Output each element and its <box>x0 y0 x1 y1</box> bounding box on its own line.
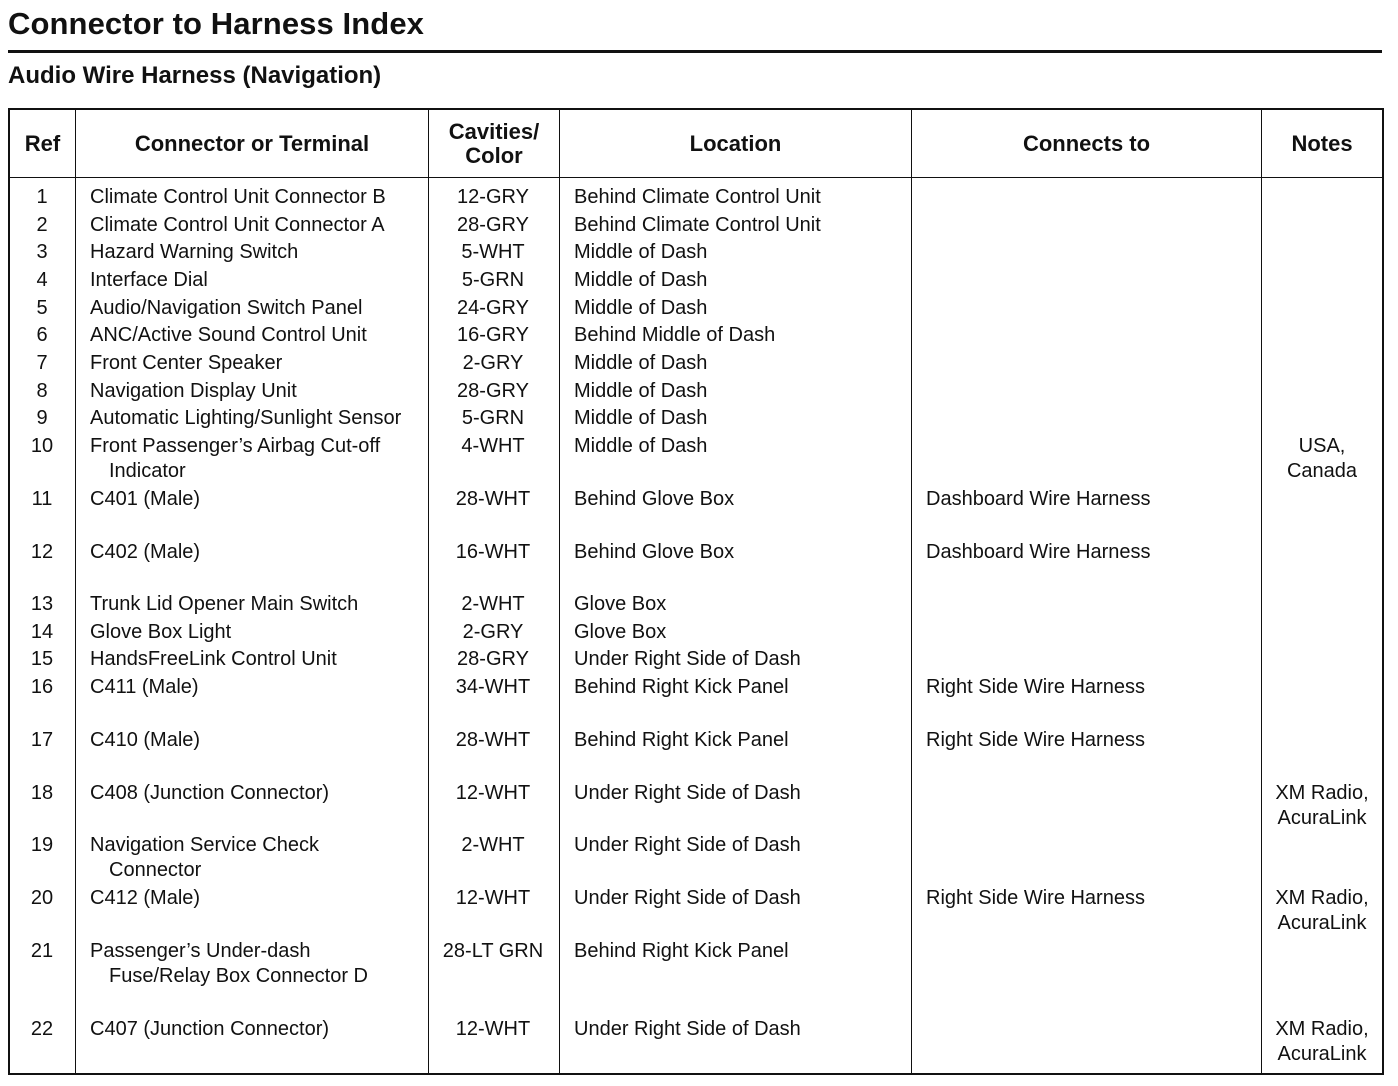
ref-cell: 18 <box>30 782 54 804</box>
cavities-cell: 28-GRY <box>457 380 529 402</box>
connector-cell: Interface Dial <box>90 269 208 291</box>
header-location: Location <box>689 130 782 156</box>
connector-cell: Passenger’s Under-dash Fuse/Relay Box Connector D <box>90 940 369 987</box>
ref-cell: 1 <box>36 186 48 208</box>
ref-cell: 20 <box>30 887 54 909</box>
header-divider <box>10 177 1382 178</box>
cavities-cell: 28-GRY <box>457 214 529 236</box>
connector-cell: HandsFreeLink Control Unit <box>90 648 337 670</box>
location-cell: Under Right Side of Dash <box>574 1018 801 1040</box>
connector-cell: Automatic Lighting/Sunlight Sensor <box>90 407 402 429</box>
connects-to-cell: Dashboard Wire Harness <box>926 488 1151 510</box>
cavities-cell: 2-GRY <box>462 621 524 643</box>
notes-cell: USA, Canada <box>1286 435 1358 482</box>
cavities-cell: 12-WHT <box>455 887 531 909</box>
notes-cell: XM Radio, AcuraLink <box>1275 1018 1369 1065</box>
ref-cell: 13 <box>30 593 54 615</box>
cavities-cell: 5-GRN <box>461 269 525 291</box>
ref-cell: 22 <box>30 1018 54 1040</box>
ref-cell: 9 <box>36 407 48 429</box>
ref-cell: 19 <box>30 834 54 856</box>
location-cell: Middle of Dash <box>574 407 708 429</box>
cavities-cell: 28-WHT <box>455 488 531 510</box>
ref-cell: 16 <box>30 676 54 698</box>
connector-cell: Glove Box Light <box>90 621 232 643</box>
connector-cell: C408 (Junction Connector) <box>90 782 330 804</box>
location-cell: Under Right Side of Dash <box>574 782 801 804</box>
ref-cell: 5 <box>36 297 48 319</box>
title-divider <box>8 50 1382 53</box>
header-cavities: Cavities/ Color <box>448 118 540 168</box>
cavities-cell: 2-WHT <box>461 834 525 856</box>
ref-cell: 4 <box>36 269 48 291</box>
location-cell: Glove Box <box>574 621 667 643</box>
ref-cell: 21 <box>30 940 54 962</box>
ref-cell: 17 <box>30 729 54 751</box>
ref-cell: 14 <box>30 621 54 643</box>
connector-cell: ANC/Active Sound Control Unit <box>90 324 367 346</box>
connector-cell: Trunk Lid Opener Main Switch <box>90 593 359 615</box>
cavities-cell: 28-GRY <box>457 648 529 670</box>
cavities-cell: 28-LT GRN <box>442 940 544 962</box>
cavities-cell: 16-GRY <box>457 324 529 346</box>
location-cell: Middle of Dash <box>574 241 708 263</box>
connector-cell: Climate Control Unit Connector B <box>90 186 386 208</box>
connector-cell: C410 (Male) <box>90 729 201 751</box>
connector-cell: Hazard Warning Switch <box>90 241 299 263</box>
cavities-cell: 5-GRN <box>461 407 525 429</box>
cavities-cell: 2-GRY <box>462 352 524 374</box>
cavities-cell: 4-WHT <box>461 435 525 457</box>
ref-cell: 11 <box>31 488 53 510</box>
location-cell: Middle of Dash <box>574 352 708 374</box>
cavities-cell: 12-WHT <box>455 782 531 804</box>
connector-cell: Navigation Display Unit <box>90 380 297 402</box>
location-cell: Behind Right Kick Panel <box>574 676 789 698</box>
connector-cell: C411 (Male) <box>90 676 199 698</box>
ref-cell: 3 <box>36 241 48 263</box>
connects-to-cell: Right Side Wire Harness <box>926 676 1145 698</box>
cavities-cell: 28-WHT <box>455 729 531 751</box>
ref-cell: 2 <box>36 214 48 236</box>
notes-cell: XM Radio, AcuraLink <box>1275 887 1369 934</box>
connects-to-cell: Dashboard Wire Harness <box>926 541 1151 563</box>
cavities-cell: 16-WHT <box>455 541 531 563</box>
column-divider <box>75 110 76 1073</box>
header-connects-to: Connects to <box>1022 130 1151 156</box>
ref-cell: 12 <box>30 541 54 563</box>
ref-cell: 6 <box>36 324 48 346</box>
cavities-cell: 2-WHT <box>461 593 525 615</box>
connector-cell: Navigation Service Check Connector <box>90 834 319 881</box>
page-title: Connector to Harness Index <box>8 6 425 41</box>
header-connector: Connector or Terminal <box>134 130 370 156</box>
location-cell: Middle of Dash <box>574 380 708 402</box>
location-cell: Behind Climate Control Unit <box>574 186 821 208</box>
connector-cell: Front Center Speaker <box>90 352 283 374</box>
location-cell: Middle of Dash <box>574 269 708 291</box>
connector-cell: C402 (Male) <box>90 541 201 563</box>
connector-cell: Climate Control Unit Connector A <box>90 214 385 236</box>
ref-cell: 10 <box>30 435 54 457</box>
location-cell: Under Right Side of Dash <box>574 887 801 909</box>
section-title: Audio Wire Harness (Navigation) <box>8 62 382 89</box>
location-cell: Behind Middle of Dash <box>574 324 776 346</box>
location-cell: Middle of Dash <box>574 435 708 457</box>
cavities-cell: 34-WHT <box>455 676 531 698</box>
connects-to-cell: Right Side Wire Harness <box>926 887 1145 909</box>
location-cell: Glove Box <box>574 593 667 615</box>
location-cell: Behind Glove Box <box>574 488 735 510</box>
connector-cell: C401 (Male) <box>90 488 201 510</box>
header-ref: Ref <box>24 130 61 156</box>
ref-cell: 8 <box>36 380 48 402</box>
connector-cell: Front Passenger’s Airbag Cut-off Indicator <box>90 435 381 482</box>
connector-table <box>8 108 1384 1075</box>
location-cell: Middle of Dash <box>574 297 708 319</box>
location-cell: Behind Right Kick Panel <box>574 729 789 751</box>
connector-cell: C412 (Male) <box>90 887 201 909</box>
cavities-cell: 24-GRY <box>457 297 529 319</box>
location-cell: Behind Glove Box <box>574 541 735 563</box>
location-cell: Under Right Side of Dash <box>574 834 801 856</box>
notes-cell: XM Radio, AcuraLink <box>1275 782 1369 829</box>
connector-cell: C407 (Junction Connector) <box>90 1018 330 1040</box>
header-notes: Notes <box>1291 130 1353 156</box>
ref-cell: 7 <box>36 352 48 374</box>
connects-to-cell: Right Side Wire Harness <box>926 729 1145 751</box>
location-cell: Behind Right Kick Panel <box>574 940 789 962</box>
location-cell: Under Right Side of Dash <box>574 648 801 670</box>
cavities-cell: 12-GRY <box>457 186 529 208</box>
connector-cell: Audio/Navigation Switch Panel <box>90 297 363 319</box>
cavities-cell: 5-WHT <box>461 241 525 263</box>
location-cell: Behind Climate Control Unit <box>574 214 821 236</box>
column-divider <box>559 110 560 1073</box>
cavities-cell: 12-WHT <box>455 1018 531 1040</box>
ref-cell: 15 <box>30 648 54 670</box>
